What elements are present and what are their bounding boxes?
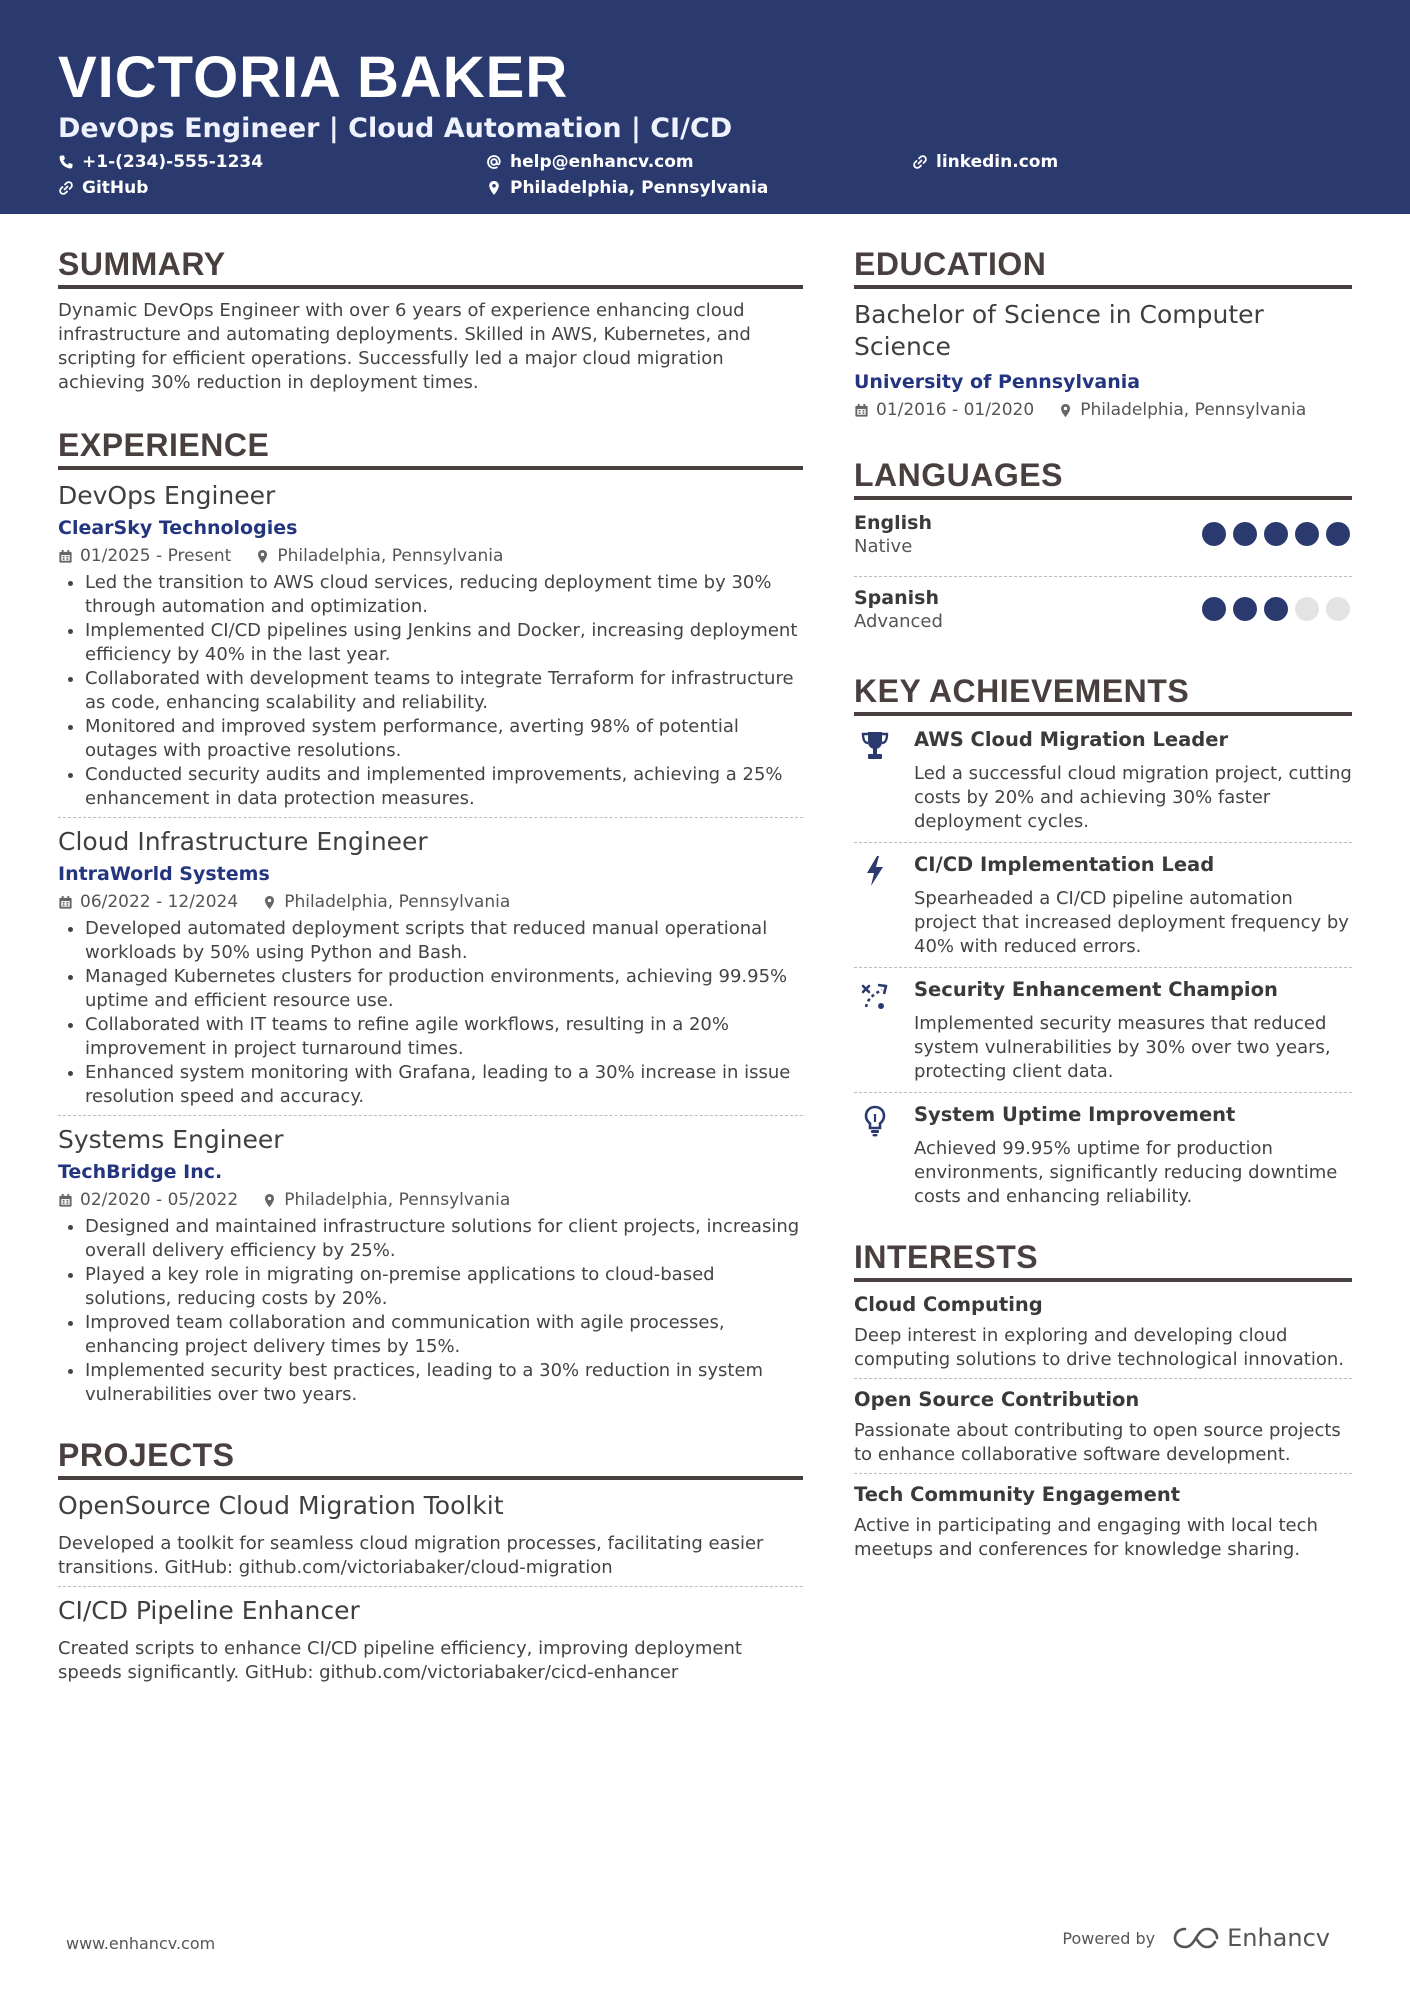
- bullet-item: Improved team collaboration and communication with agile processes, enhancing project delivery times by 15%.: [58, 1311, 803, 1359]
- projects-heading: PROJECTS: [58, 1435, 803, 1480]
- strategy-icon: [860, 980, 890, 1012]
- achievement-description: Led a successful cloud migration project, cutting costs by 20% and achieving 30% faster deployment cycles.: [914, 763, 1352, 832]
- job-dates-text: 06/2022 - 12/2024: [80, 892, 239, 912]
- job-dates: [58, 1189, 238, 1211]
- education-dates-text: 01/2016 - 01/2020: [876, 400, 1035, 420]
- divider: [854, 576, 1352, 577]
- school-name: University of Pennsylvania: [854, 371, 1141, 393]
- summary-section: [58, 244, 803, 395]
- contact-email-text: help@enhancv.com: [510, 152, 694, 172]
- location-pin-icon: [486, 180, 502, 196]
- job-location-text: Philadelphia, Pennsylvania: [284, 1190, 511, 1210]
- location-pin-icon: [1058, 403, 1073, 418]
- job-bullets: [58, 917, 803, 1109]
- rating-dot: [1202, 597, 1226, 621]
- job-dates: [58, 545, 231, 567]
- language-item: [854, 585, 1352, 651]
- left-column: [58, 244, 803, 1685]
- contact-phone[interactable]: [58, 152, 263, 172]
- candidate-title: DevOps Engineer | Cloud Automation | CI/CD: [58, 113, 733, 144]
- job-location: [262, 891, 510, 913]
- contact-linkedin[interactable]: [912, 152, 1058, 172]
- divider: [854, 967, 1352, 968]
- rating-dot: [1295, 597, 1319, 621]
- rating-dot: [1326, 597, 1350, 621]
- language-rating: [1202, 522, 1350, 546]
- job-dates-text: 01/2025 - Present: [80, 546, 232, 566]
- company-name: IntraWorld Systems: [58, 863, 270, 885]
- interest-description: Active in participating and engaging with local tech meetups and conferences for knowledge sharing.: [854, 1515, 1318, 1560]
- rating-dot: [1326, 522, 1350, 546]
- job-entry: [58, 480, 803, 811]
- job-location-text: Philadelphia, Pennsylvania: [277, 546, 504, 566]
- rating-dot: [1264, 597, 1288, 621]
- achievement-description: Implemented security measures that reduced system vulnerabilities by 30% over two years, protecting client data.: [914, 1013, 1331, 1082]
- bullet-item: Designed and maintained infrastructure solutions for client projects, increasing overall delivery efficiency by 25%.: [58, 1215, 803, 1263]
- project-description: Developed a toolkit for seamless cloud migration processes, facilitating easier transitions. GitHub: github.com/victoriabaker/cloud-migration: [58, 1533, 764, 1578]
- achievement-title: AWS Cloud Migration Leader: [914, 728, 1229, 751]
- contact-github[interactable]: [58, 178, 148, 198]
- language-item: [854, 510, 1352, 576]
- achievement-title: CI/CD Implementation Lead: [914, 853, 1215, 876]
- bullet-item: Conducted security audits and implemented improvements, achieving a 25% enhancement in data protection measures.: [58, 763, 803, 811]
- bullet-item: Led the transition to AWS cloud services, reducing deployment time by 30% through automation and optimization.: [58, 571, 803, 619]
- job-title: DevOps Engineer: [58, 481, 276, 510]
- phone-icon: [58, 154, 74, 170]
- job-entry: [58, 826, 803, 1109]
- job-meta: [58, 891, 803, 913]
- interest-item: [854, 1292, 1352, 1372]
- calendar-icon: [58, 895, 73, 910]
- interest-description: Deep interest in exploring and developing cloud computing solutions to drive technological innovation.: [854, 1325, 1344, 1370]
- bullet-item: Collaborated with development teams to integrate Terraform for infrastructure as code, enhancing scalability and reliability.: [58, 667, 803, 715]
- achievement-title: Security Enhancement Champion: [914, 978, 1278, 1001]
- job-title: Systems Engineer: [58, 1125, 284, 1154]
- rating-dot: [1295, 522, 1319, 546]
- job-location-text: Philadelphia, Pennsylvania: [284, 892, 511, 912]
- contact-location: [486, 178, 768, 198]
- divider: [58, 1586, 803, 1587]
- achievements-section: [854, 671, 1352, 1209]
- achievement-title: System Uptime Improvement: [914, 1103, 1236, 1126]
- company-name: ClearSky Technologies: [58, 517, 298, 539]
- job-location: [255, 545, 503, 567]
- link-icon: [912, 154, 928, 170]
- project-title: CI/CD Pipeline Enhancer: [58, 1596, 360, 1625]
- achievement-description: Achieved 99.95% uptime for production environments, significantly reducing downtime costs and enhancing reliability.: [914, 1138, 1338, 1207]
- contact-phone-text: +1-(234)-555-1234: [82, 152, 264, 172]
- education-heading: EDUCATION: [854, 244, 1352, 289]
- location-pin-icon: [262, 1193, 277, 1208]
- brand-name: Enhancv: [1227, 1924, 1330, 1952]
- experience-section: [58, 425, 803, 1407]
- languages-section: [854, 455, 1352, 651]
- job-bullets: [58, 571, 803, 811]
- project-title: OpenSource Cloud Migration Toolkit: [58, 1491, 504, 1520]
- interest-item: [854, 1387, 1352, 1467]
- interests-heading: INTERESTS: [854, 1237, 1352, 1282]
- interest-title: Tech Community Engagement: [854, 1483, 1181, 1506]
- achievement-item: [854, 1101, 1352, 1209]
- bullet-item: Developed automated deployment scripts that reduced manual operational workloads by 50% using Python and Bash.: [58, 917, 803, 965]
- contact-email[interactable]: [486, 152, 694, 172]
- rating-dot: [1233, 597, 1257, 621]
- bullet-item: Implemented CI/CD pipelines using Jenkins and Docker, increasing deployment efficiency by 40% in the last year.: [58, 619, 803, 667]
- language-name: English: [854, 512, 932, 534]
- at-icon: [486, 154, 502, 170]
- education-meta: [854, 399, 1352, 421]
- lightbulb-icon: [860, 1105, 890, 1137]
- bullet-item: Managed Kubernetes clusters for production environments, achieving 99.95% uptime and efficient resource use.: [58, 965, 803, 1013]
- achievement-item: [854, 851, 1352, 959]
- language-rating: [1202, 597, 1350, 621]
- interest-title: Open Source Contribution: [854, 1388, 1140, 1411]
- divider: [854, 1473, 1352, 1474]
- bullet-item: Monitored and improved system performance, averting 98% of potential outages with proactive resolutions.: [58, 715, 803, 763]
- project-entry: [58, 1490, 803, 1580]
- rating-dot: [1233, 522, 1257, 546]
- contact-location-text: Philadelphia, Pennsylvania: [510, 178, 769, 198]
- link-icon: [58, 180, 74, 196]
- education-dates: [854, 399, 1034, 421]
- location-pin-icon: [262, 895, 277, 910]
- language-level: Advanced: [854, 611, 943, 632]
- job-meta: [58, 545, 803, 567]
- bullet-item: Collaborated with IT teams to refine agile workflows, resulting in a 20% improvement in project turnaround times.: [58, 1013, 803, 1061]
- job-dates: [58, 891, 238, 913]
- divider: [58, 817, 803, 818]
- summary-heading: SUMMARY: [58, 244, 803, 289]
- interest-item: [854, 1482, 1352, 1562]
- job-title: Cloud Infrastructure Engineer: [58, 827, 428, 856]
- powered-by-label: Powered by: [1062, 1928, 1156, 1948]
- footer-branding: [1062, 1924, 1330, 1952]
- divider: [854, 1378, 1352, 1379]
- projects-section: [58, 1435, 803, 1685]
- calendar-icon: [58, 1193, 73, 1208]
- project-description: Created scripts to enhance CI/CD pipeline efficiency, improving deployment speeds significantly. GitHub: github.com/victoriabaker/cicd-enhancer: [58, 1638, 742, 1683]
- footer-website[interactable]: www.enhancv.com: [66, 1934, 216, 1953]
- degree-title: Bachelor of Science in Computer Science: [854, 300, 1264, 361]
- interest-description: Passionate about contributing to open source projects to enhance collaborative software development.: [854, 1420, 1341, 1465]
- education-section: [854, 244, 1352, 421]
- bullet-item: Enhanced system monitoring with Grafana, leading to a 30% increase in issue resolution speed and accuracy.: [58, 1061, 803, 1109]
- trophy-icon: [860, 730, 890, 762]
- company-name: TechBridge Inc.: [58, 1161, 223, 1183]
- bullet-item: Played a key role in migrating on-premise applications to cloud-based solutions, reducing costs by 20%.: [58, 1263, 803, 1311]
- experience-heading: EXPERIENCE: [58, 425, 803, 470]
- job-bullets: [58, 1215, 803, 1407]
- contact-linkedin-text: linkedin.com: [936, 152, 1059, 172]
- job-meta: [58, 1189, 803, 1211]
- achievements-heading: KEY ACHIEVEMENTS: [854, 671, 1352, 716]
- divider: [854, 1092, 1352, 1093]
- bullet-item: Implemented security best practices, leading to a 30% reduction in system vulnerabilities over two years.: [58, 1359, 803, 1407]
- contact-github-text: GitHub: [82, 178, 149, 198]
- education-location: [1058, 399, 1306, 421]
- job-location: [262, 1189, 510, 1211]
- job-dates-text: 02/2020 - 05/2022: [80, 1190, 239, 1210]
- achievement-description: Spearheaded a CI/CD pipeline automation project that increased deployment frequency by 40% with reduced errors.: [914, 888, 1349, 957]
- right-column: [854, 244, 1352, 1562]
- summary-text: Dynamic DevOps Engineer with over 6 years of experience enhancing cloud infrastructure and automating deployments. Skilled in AWS, Kubernetes, and scripting for efficient operations. Successfully led a major cloud migration achieving 30% reduction in deployment times.: [58, 300, 751, 393]
- project-entry: [58, 1595, 803, 1685]
- location-pin-icon: [255, 549, 270, 564]
- language-level: Native: [854, 536, 913, 557]
- interest-title: Cloud Computing: [854, 1293, 1043, 1316]
- calendar-icon: [854, 403, 869, 418]
- languages-heading: LANGUAGES: [854, 455, 1352, 500]
- achievement-item: [854, 976, 1352, 1084]
- job-entry: [58, 1124, 803, 1407]
- brand-logo[interactable]: [1173, 1924, 1330, 1952]
- divider: [854, 842, 1352, 843]
- resume-header: [0, 0, 1410, 214]
- language-name: Spanish: [854, 587, 939, 609]
- achievement-item: [854, 726, 1352, 834]
- divider: [58, 1115, 803, 1116]
- rating-dot: [1202, 522, 1226, 546]
- rating-dot: [1264, 522, 1288, 546]
- enhancv-logo-icon: [1173, 1925, 1219, 1951]
- calendar-icon: [58, 549, 73, 564]
- contact-list: [58, 152, 1352, 206]
- education-location-text: Philadelphia, Pennsylvania: [1080, 400, 1307, 420]
- candidate-name: VICTORIA BAKER: [58, 45, 569, 110]
- lightning-icon: [860, 855, 890, 887]
- interests-section: [854, 1237, 1352, 1562]
